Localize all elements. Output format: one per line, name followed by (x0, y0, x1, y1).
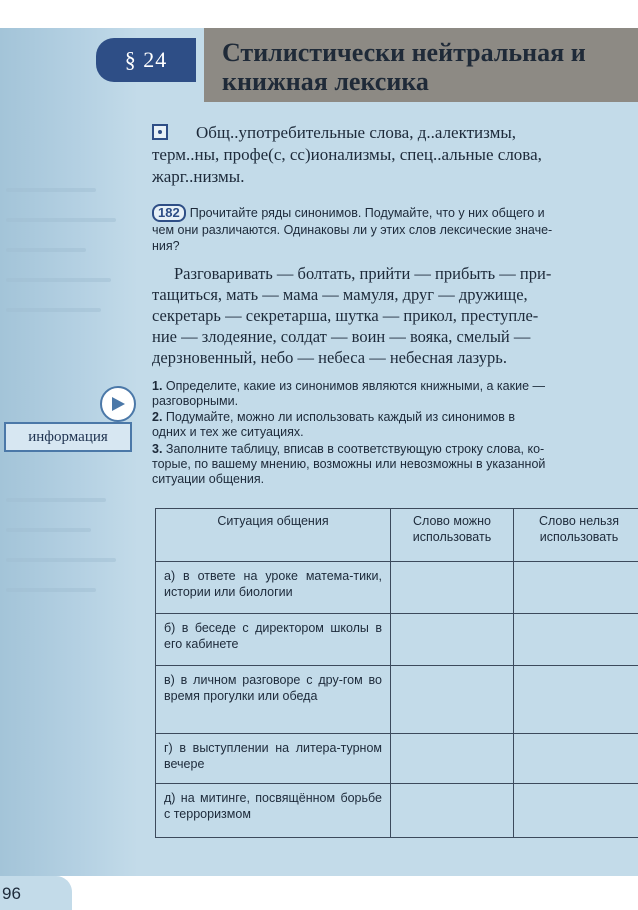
play-triangle-icon (109, 395, 127, 413)
info-label: информация (4, 422, 132, 452)
vocabulary-icon (152, 124, 168, 140)
task-2-line-1: 2. Подумайте, можно ли использовать каждый из синонимов в (152, 409, 638, 425)
section-number-badge (96, 38, 196, 82)
section-number: § 24 (125, 47, 168, 73)
exercise-number: 182 (152, 204, 186, 222)
vocabulary-line-3: жарг..низмы. (152, 166, 638, 188)
can-use-cell[interactable] (391, 784, 514, 838)
cannot-use-cell[interactable] (514, 666, 638, 734)
exercise-line-1: 182 Прочитайте ряды синонимов. Подумайте, что у них общего и (152, 204, 638, 222)
task-3-line-3: ситуации общения. (152, 471, 638, 487)
cannot-use-cell[interactable] (514, 614, 638, 666)
synonyms-line-4: ние — злодеяние, солдат — воин — вояка, смелый — (152, 326, 638, 347)
page-number: 96 (0, 876, 72, 910)
section-title-line-1: Стилистически нейтральная и (222, 38, 638, 67)
cannot-use-cell[interactable] (514, 784, 638, 838)
task-1-line-2: разговорными. (152, 393, 638, 409)
situation-cell: г) в выступлении на литера-турном вечере (156, 734, 391, 784)
can-use-cell[interactable] (391, 562, 514, 614)
header-situation: Ситуация общения (156, 509, 391, 562)
table-row (156, 614, 638, 666)
exercise-line-3: ния? (152, 238, 638, 254)
situations-table (155, 508, 638, 838)
situation-cell: в) в личном разговоре с дру-гом во время прогулки или обеда (156, 666, 391, 734)
cannot-use-cell[interactable] (514, 562, 638, 614)
task-1-line-1: 1. Определите, какие из синонимов являются книжными, а какие — (152, 378, 638, 394)
exercise-line-2: чем они различаются. Одинаковы ли у этих слов лексические значе- (152, 222, 638, 238)
left-margin-strip (0, 28, 138, 876)
table-row (156, 562, 638, 614)
table-header-row (156, 509, 638, 562)
table-row (156, 784, 638, 838)
task-2-line-2: одних и тех же ситуациях. (152, 424, 638, 440)
task-3-line-2: торые, по вашему мнению, возможны или невозможны в указанной (152, 456, 638, 472)
vocabulary-line-1: Общ..употребительные слова, д..алектизмы, (152, 122, 638, 144)
section-title-line-2: книжная лексика (222, 67, 638, 96)
cannot-use-cell[interactable] (514, 734, 638, 784)
vocabulary-line-2: терм..ны, профе(с, сс)ионализмы, спец..альные слова, (152, 144, 638, 166)
can-use-cell[interactable] (391, 614, 514, 666)
info-marker (100, 386, 136, 422)
synonyms-line-5: дерзновенный, небо — небеса — небесная лазурь. (152, 347, 638, 368)
can-use-cell[interactable] (391, 666, 514, 734)
synonyms-line-3: секретарь — секретарша, шутка — прикол, преступле- (152, 305, 638, 326)
table-row (156, 734, 638, 784)
header-cannot-use: Слово нельзя использовать (514, 509, 638, 562)
section-title (204, 28, 638, 102)
situation-cell: д) на митинге, посвящённом борьбе с терроризмом (156, 784, 391, 838)
table-row (156, 666, 638, 734)
situation-cell: а) в ответе на уроке матема-тики, истории или биологии (156, 562, 391, 614)
synonyms-line-2: тащиться, мать — мама — мамуля, друг — дружище, (152, 284, 638, 305)
task-3-line-1: 3. Заполните таблицу, вписав в соответствующую строку слова, ко- (152, 441, 638, 457)
textbook-page (0, 28, 638, 876)
situation-cell: б) в беседе с директором школы в его кабинете (156, 614, 391, 666)
synonyms-line-1: Разговаривать — болтать, прийти — прибыть — при- (152, 263, 638, 284)
can-use-cell[interactable] (391, 734, 514, 784)
header-can-use: Слово можно использовать (391, 509, 514, 562)
